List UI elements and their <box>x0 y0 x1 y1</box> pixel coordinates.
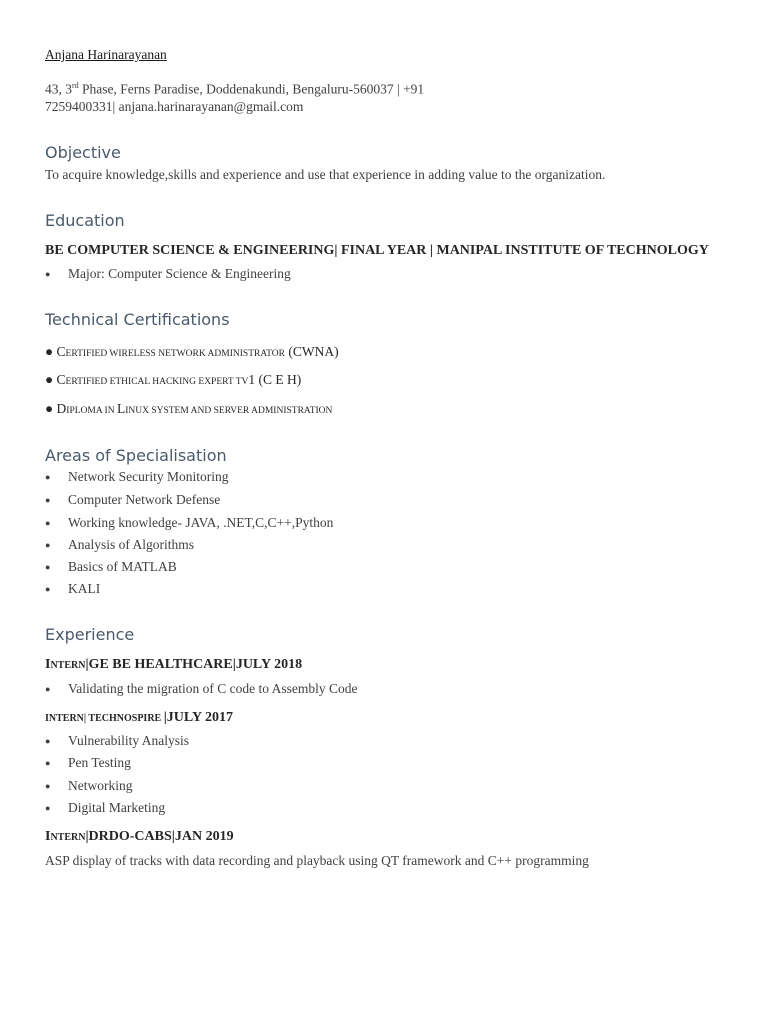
job-title: INTERN|GE BE HEALTHCARE|JULY 2018 <box>45 657 303 672</box>
objective-text: To acquire knowledge,skills and experience and use that experience in adding value to the organization. <box>45 167 606 182</box>
specialisation-item: ● Network Security Monitoring <box>45 469 229 484</box>
address-line-2: 7259400331| anjana.harinarayanan@gmail.com <box>45 99 304 114</box>
bullet-icon: ● <box>45 684 51 694</box>
bullet-icon: ● <box>45 758 51 768</box>
experience-heading: Experience <box>45 625 135 644</box>
job-title: INTERN| TECHNOSPIRE |JULY 2017 <box>45 710 234 725</box>
bullet-icon: ● <box>45 736 51 746</box>
specialisation-item: ● Computer Network Defense <box>45 492 221 507</box>
bullet-icon: ● <box>45 495 51 505</box>
education-item: ● Major: Computer Science & Engineering <box>45 266 291 281</box>
certifications-heading: Technical Certifications <box>45 310 230 329</box>
job-description: ASP display of tracks with data recording and playback using QT framework and C++ programming <box>45 853 589 868</box>
job-item: ● Validating the migration of C code to Assembly Code <box>45 681 358 696</box>
bullet-icon: ● <box>45 540 51 550</box>
job-item: ● Pen Testing <box>45 755 131 770</box>
specialisation-item: ● Analysis of Algorithms <box>45 537 195 552</box>
job-title: INTERN|DRDO-CABS|JAN 2019 <box>45 829 234 844</box>
specialisation-item: ● Working knowledge- JAVA, .NET,C,C++,Python <box>45 515 334 530</box>
education-degree: BE COMPUTER SCIENCE & ENGINEERING| FINAL YEAR | MANIPAL INSTITUTE OF TECHNOLOGY <box>45 243 709 258</box>
job-item: ● Vulnerability Analysis <box>45 733 190 748</box>
certification-item: ● CERTIFIED WIRELESS NETWORK ADMINISTRATOR (CWNA) <box>45 344 339 359</box>
certification-item: ● CERTIFIED ETHICAL HACKING EXPERT TV1 (C E H) <box>45 372 302 387</box>
bullet-icon: ● <box>45 562 51 572</box>
job-item: ● Digital Marketing <box>45 800 166 815</box>
bullet-icon: ● <box>45 518 51 528</box>
address-line-1: 43, 3rd Phase, Ferns Paradise, Doddenakundi, Bengaluru-560037 | +91 <box>45 81 425 97</box>
education-heading: Education <box>45 211 125 230</box>
specialisation-item: ● Basics of MATLAB <box>45 559 177 574</box>
bullet-icon: ● <box>45 781 51 791</box>
bullet-icon: ● <box>45 269 51 279</box>
job-item: ● Networking <box>45 778 133 793</box>
specialisation-item: ● KALI <box>45 581 101 596</box>
certification-item: ● DIPLOMA IN LINUX SYSTEM AND SERVER ADMINISTRATION <box>45 401 333 416</box>
candidate-name: Anjana Harinarayanan <box>45 47 167 62</box>
specialisation-heading: Areas of Specialisation <box>45 446 227 465</box>
objective-heading: Objective <box>45 143 121 162</box>
bullet-icon: ● <box>45 472 51 482</box>
bullet-icon: ● <box>45 803 51 813</box>
bullet-icon: ● <box>45 584 51 594</box>
